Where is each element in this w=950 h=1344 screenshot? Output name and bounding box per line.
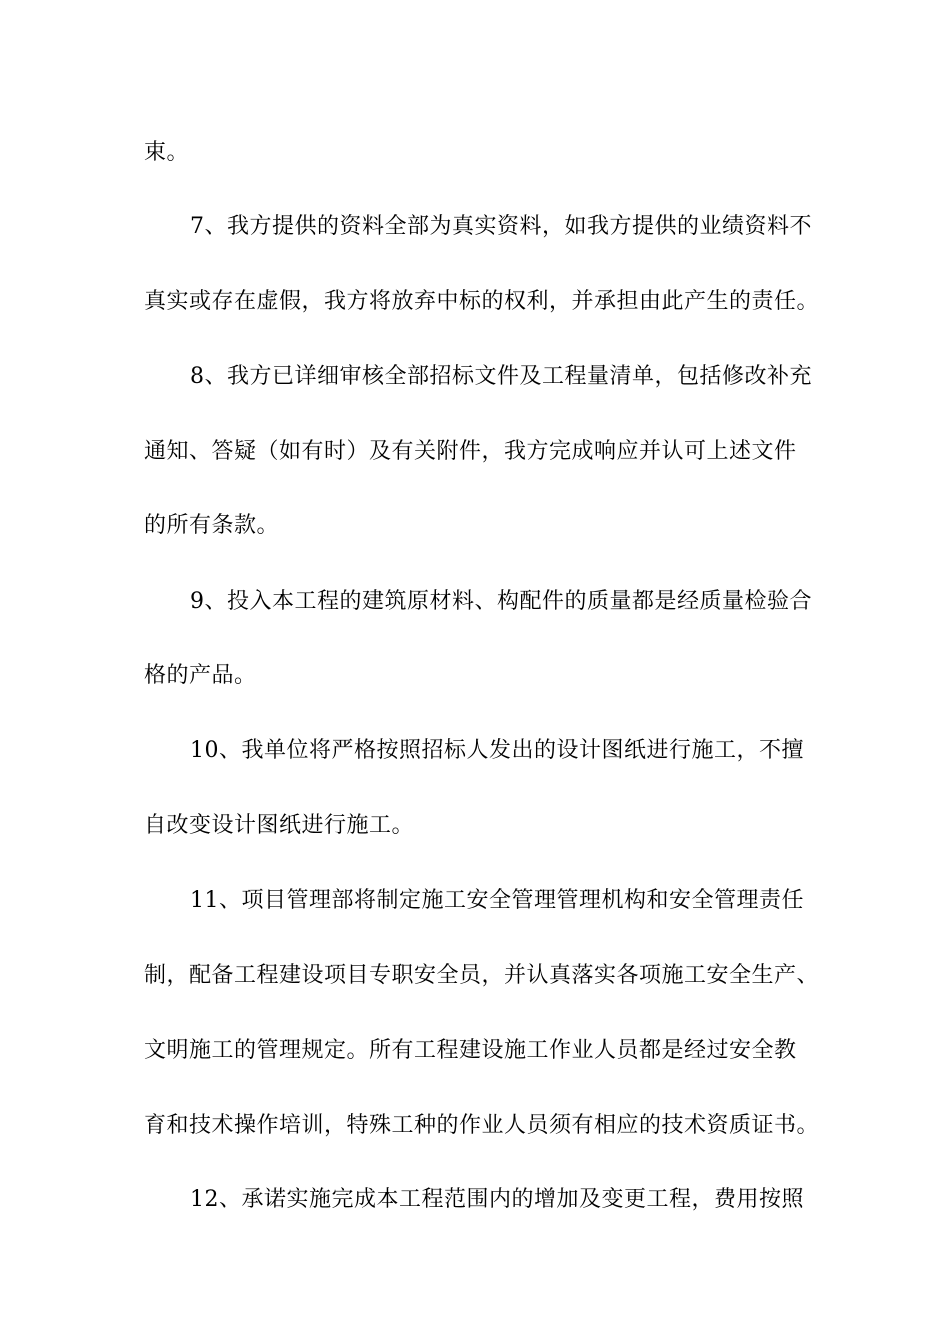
text-line: 通知、答疑（如有时）及有关附件，我方完成响应并认可上述文件 (144, 439, 797, 464)
text-line: 12、承诺实施完成本工程范围内的增加及变更工程，费用按照 (190, 1187, 804, 1212)
text-line: 格的产品。 (144, 663, 257, 688)
text-line: 9、投入本工程的建筑原材料、构配件的质量都是经质量检验合 (190, 589, 812, 614)
text-line: 的所有条款。 (144, 513, 280, 538)
text-line: 制，配备工程建设项目专职安全员，并认真落实各项施工安全生产、 (144, 963, 820, 988)
text-line: 文明施工的管理规定。所有工程建设施工作业人员都是经过安全教 (144, 1038, 797, 1063)
text-line: 束。 (144, 140, 190, 165)
text-line: 8、我方已详细审核全部招标文件及工程量清单，包括修改补充 (190, 364, 812, 389)
text-line: 自改变设计图纸进行施工。 (144, 813, 415, 838)
text-line: 育和技术操作培训，特殊工种的作业人员须有相应的技术资质证书。 (144, 1113, 820, 1138)
text-line: 10、我单位将严格按照招标人发出的设计图纸进行施工，不擅 (190, 738, 804, 763)
text-line: 真实或存在虚假，我方将放弃中标的权利，并承担由此产生的责任。 (144, 289, 820, 314)
text-line: 7、我方提供的资料全部为真实资料，如我方提供的业绩资料不 (190, 214, 812, 239)
text-line: 11、项目管理部将制定施工安全管理管理机构和安全管理责任 (190, 888, 804, 913)
